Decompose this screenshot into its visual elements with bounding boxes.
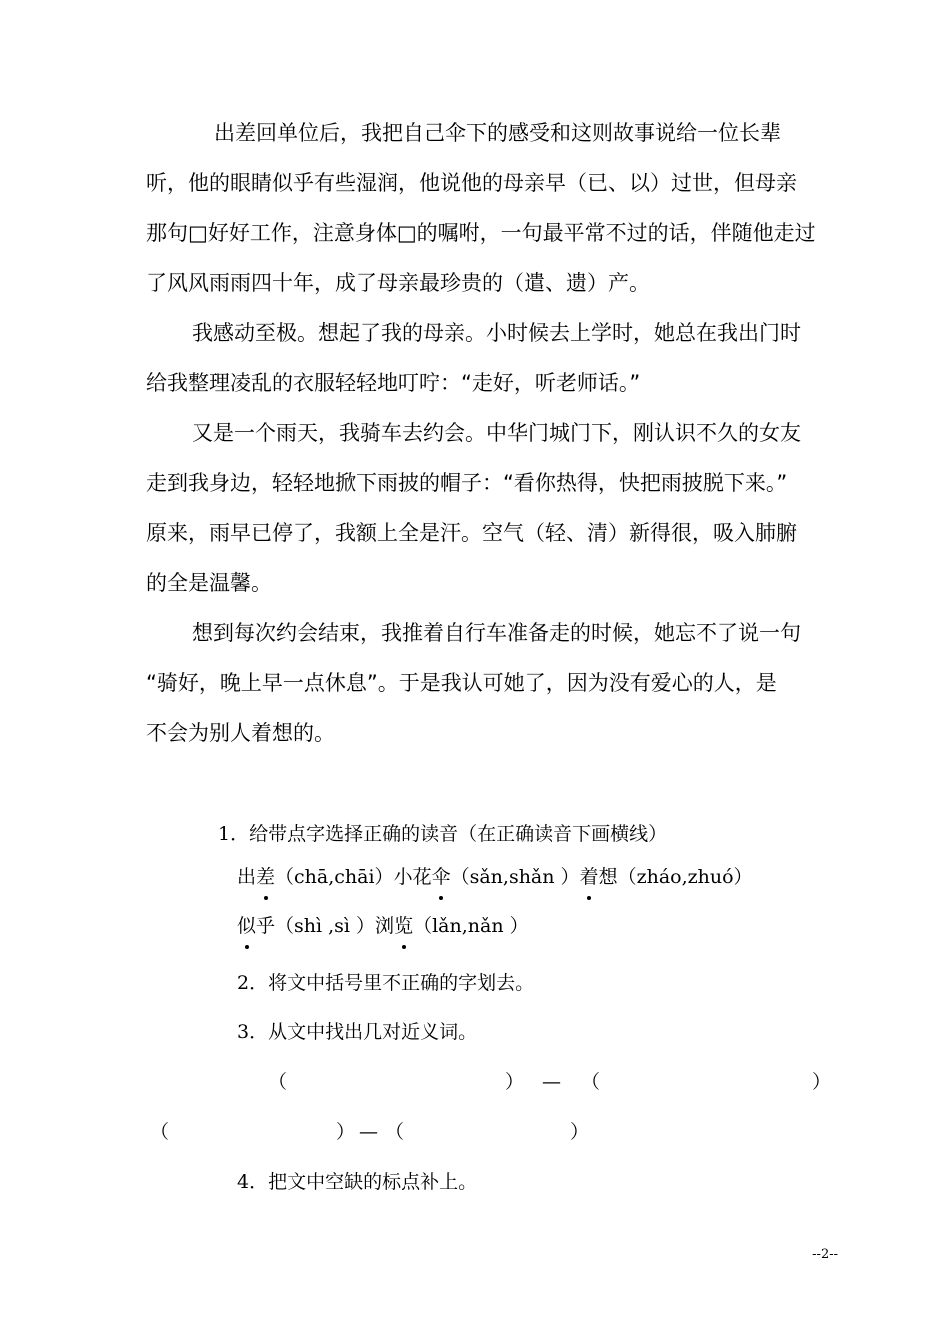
question-1-row-1: [237, 861, 753, 893]
dotted-char: 着: [580, 861, 599, 893]
answer-blank-close: ）: [505, 1071, 525, 1093]
passage-line-13: 不会为别人着想的。: [146, 721, 335, 745]
word-xiaohuasan: 小花伞: [394, 866, 451, 888]
dotted-char: 伞: [432, 861, 451, 893]
pinyin-options: （shì ,sì ）: [275, 915, 376, 937]
word-sihu: 似乎: [237, 915, 275, 937]
pinyin-options: （lǎn,nǎn ）: [413, 915, 529, 937]
dotted-char: 似: [237, 910, 256, 942]
answer-blank-open[interactable]: （: [268, 1071, 288, 1093]
question-3: 3．从文中找出几对近义词。: [237, 1021, 478, 1043]
word-liulan: 浏览: [375, 915, 413, 937]
answer-blank-open[interactable]: （: [150, 1121, 170, 1143]
passage-line-7: 又是一个雨天，我骑车去约会。中华门城门下，刚认识不久的女友: [192, 421, 801, 445]
passage-line-5: 我感动至极。想起了我的母亲。小时候去上学时，她总在我出门时: [192, 321, 801, 345]
pinyin-options: （zháo,zhuó）: [617, 866, 753, 888]
question-4: 4．把文中空缺的标点补上。: [237, 1171, 478, 1193]
passage-line-4: 了风风雨雨四十年，成了母亲最珍贵的（遣、遗）产。: [146, 271, 650, 295]
answer-blank-open[interactable]: （: [385, 1121, 405, 1143]
answer-blank-close: ）: [336, 1121, 356, 1143]
page-number: --2--: [812, 1247, 838, 1262]
word-zhaoxiang: 着想: [580, 866, 618, 888]
passage-line-10: 的全是温馨。: [146, 571, 272, 595]
answer-dash: —: [359, 1121, 378, 1143]
passage-line-11: 想到每次约会结束，我推着自行车准备走的时候，她忘不了说一句: [192, 621, 801, 645]
passage-line-12: “骑好，晚上早一点休息”。于是我认可她了，因为没有爱心的人，是: [146, 671, 777, 695]
question-1-row-2: [237, 910, 529, 942]
passage-line-3: 那句□好好工作，注意身体□的嘱咐，一句最平常不过的话，伴随他走过: [146, 221, 816, 245]
question-2: 2．将文中括号里不正确的字划去。: [237, 972, 535, 994]
passage-line-9: 原来，雨早已停了，我额上全是汗。空气（轻、清）新得很，吸入肺腑: [146, 521, 797, 545]
answer-blank-close: ）: [812, 1071, 832, 1093]
word-chuchai: 出差: [237, 866, 275, 888]
answer-blank-open[interactable]: （: [581, 1071, 601, 1093]
answer-dash: —: [542, 1071, 561, 1093]
passage-line-6: 给我整理凌乱的衣服轻轻地叮咛：“走好，听老师话。”: [146, 371, 641, 395]
dotted-char: 差: [256, 861, 275, 893]
pinyin-options: （chā,chāi）: [275, 866, 394, 888]
passage-line-8: 走到我身边，轻轻地掀下雨披的帽子：“看你热得，快把雨披脱下来。”: [146, 471, 788, 495]
passage-line-1: 出差回单位后，我把自己伞下的感受和这则故事说给一位长辈: [214, 121, 781, 145]
dotted-char: 览: [394, 910, 413, 942]
pinyin-options: （sǎn,shǎn ）: [450, 866, 580, 888]
passage-line-2: 听，他的眼睛似乎有些湿润，他说他的母亲早（已、以）过世，但母亲: [146, 171, 797, 195]
answer-blank-close: ）: [570, 1121, 590, 1143]
question-1-title: 1．给带点字选择正确的读音（在正确读音下画横线）: [218, 823, 668, 845]
